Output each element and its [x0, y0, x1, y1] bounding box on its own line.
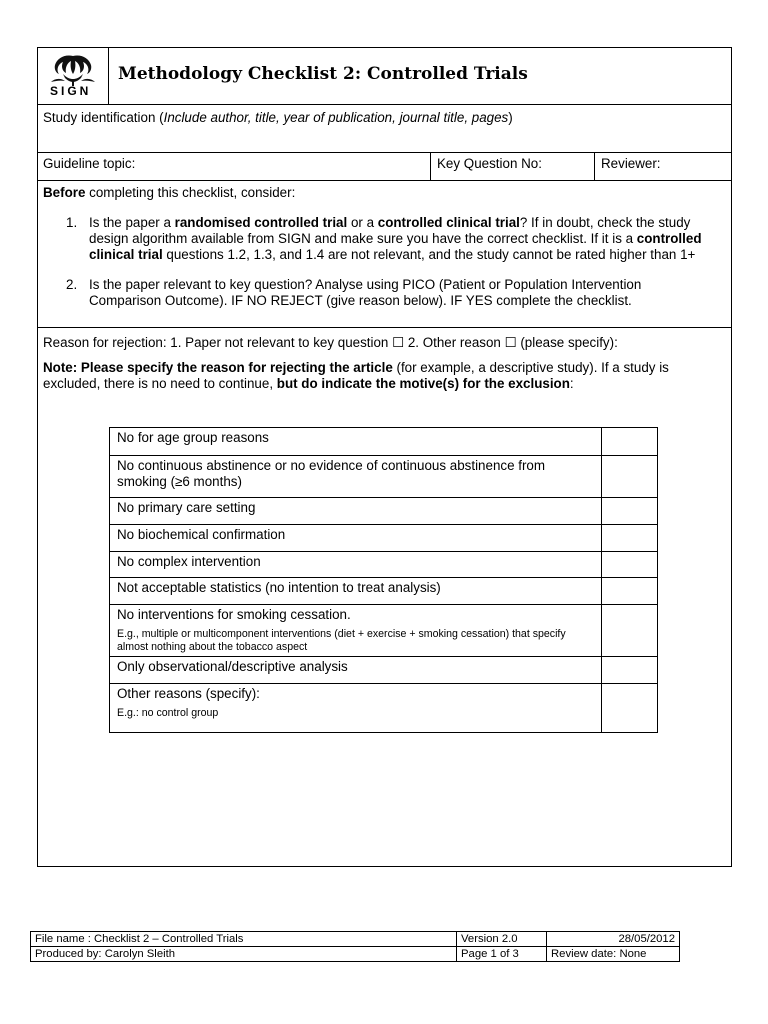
- reason-checkbox[interactable]: [602, 525, 658, 552]
- table-row: [110, 605, 658, 657]
- topic-divider-1: [430, 152, 431, 180]
- row-divider: [37, 327, 732, 328]
- reason-label: [110, 684, 602, 733]
- study-identification-label: Study identification (: [43, 110, 164, 125]
- footer-date: 28/05/2012: [547, 932, 680, 947]
- list-number: 1.: [66, 215, 78, 230]
- reason-label-line1: No continuous abstinence or no evidence of continuous abstinence from: [117, 458, 546, 473]
- table-row: [110, 428, 658, 456]
- header-logo-divider: [108, 47, 109, 105]
- list-text: questions 1.2, 1.3, and 1.4 are not relevant, and the study cannot be rated higher than 1+: [162, 247, 696, 262]
- reason-label: [110, 605, 602, 657]
- footer-produced-by: Produced by: Carolyn Sleith: [31, 947, 457, 962]
- rejection-line: Reason for rejection: 1. Paper not relevant to key question ☐ 2. Other reason ☐ (please specify):: [43, 335, 618, 350]
- page-title: Methodology Checklist 2: Controlled Trials: [118, 64, 528, 84]
- reason-example: E.g., multiple or multicomponent interventions (diet + exercise + smoking cessation) that specify almost nothing about the tobacco aspect: [117, 628, 566, 653]
- list-item: [37, 215, 717, 263]
- before-list: [37, 215, 717, 309]
- reason-checkbox[interactable]: [602, 657, 658, 684]
- reason-label: No for age group reasons: [110, 428, 602, 456]
- reason-checkbox[interactable]: [602, 605, 658, 657]
- list-item: [37, 277, 717, 309]
- footer: [30, 931, 680, 962]
- note-bold: Note: Please specify the reason for rejecting the article: [43, 360, 393, 375]
- sign-logo: [45, 52, 101, 100]
- logo-text: SIGN: [50, 84, 92, 98]
- table-row: [110, 684, 658, 733]
- list-number: 2.: [66, 277, 78, 292]
- row-divider: [37, 180, 732, 181]
- note-text: (for example, a descriptive study). If a study is excluded, there is no need to continue,: [43, 360, 669, 391]
- list-text: Is the paper relevant to key question? Analyse using PICO (Patient or Population Intervention Comparison Outcome). IF NO REJECT (give reason below). IF YES complete the checklist.: [89, 277, 642, 308]
- rejection-note: [43, 360, 718, 392]
- thistle-icon: [45, 52, 101, 86]
- reason-example: E.g.: no control group: [117, 707, 219, 719]
- study-identification: [43, 110, 723, 126]
- list-bold: controlled clinical trial: [377, 215, 520, 230]
- study-identification-hint: Include author, title, year of publication, journal title, pages: [163, 110, 509, 125]
- reason-checkbox[interactable]: [602, 456, 658, 498]
- key-question-label: Key Question No:: [437, 156, 542, 171]
- header-divider: [37, 104, 732, 105]
- before-intro: [43, 185, 295, 201]
- reason-checkbox[interactable]: [602, 552, 658, 578]
- reason-label-line2: smoking (≥6 months): [117, 474, 242, 489]
- footer-table: [30, 931, 680, 962]
- reason-label-text: Other reasons (specify):: [117, 686, 260, 701]
- reasons-table: [109, 427, 658, 733]
- reason-label: No biochemical confirmation: [110, 525, 602, 552]
- reviewer-label: Reviewer:: [601, 156, 661, 171]
- reason-label: Not acceptable statistics (no intention to treat analysis): [110, 578, 602, 605]
- list-bold: controlled clinical trial: [89, 231, 702, 262]
- before-bold: Before: [43, 185, 86, 200]
- table-row: [110, 498, 658, 525]
- reason-checkbox[interactable]: [602, 428, 658, 456]
- list-text: or a: [347, 215, 378, 230]
- before-rest: completing this checklist, consider:: [85, 185, 296, 200]
- footer-row: [31, 947, 680, 962]
- note-end: :: [569, 376, 574, 391]
- reason-label-text: No interventions for smoking cessation.: [117, 607, 351, 622]
- reason-checkbox[interactable]: [602, 684, 658, 733]
- footer-review-date: Review date: None: [547, 947, 680, 962]
- reason-label: No complex intervention: [110, 552, 602, 578]
- reasons-table-wrap: [109, 427, 658, 733]
- reason-label: [110, 456, 602, 498]
- guideline-topic-label: Guideline topic:: [43, 156, 136, 171]
- footer-page: Page 1 of 3: [457, 947, 547, 962]
- footer-row: [31, 932, 680, 947]
- list-text: Is the paper a: [89, 215, 175, 230]
- reason-checkbox[interactable]: [602, 578, 658, 605]
- row-divider: [37, 152, 732, 153]
- reason-label: Only observational/descriptive analysis: [110, 657, 602, 684]
- table-row: [110, 657, 658, 684]
- study-identification-close: ): [508, 110, 513, 125]
- table-row: [110, 578, 658, 605]
- reason-label: No primary care setting: [110, 498, 602, 525]
- footer-version: Version 2.0: [457, 932, 547, 947]
- table-row: [110, 456, 658, 498]
- list-bold: randomised controlled trial: [174, 215, 348, 230]
- footer-file-name: File name : Checklist 2 – Controlled Trials: [31, 932, 457, 947]
- list-text: ? If in doubt, check the study design algorithm available from SIGN and make sure you have the correct checklist. If it is a: [89, 215, 691, 246]
- topic-divider-2: [594, 152, 595, 180]
- reason-checkbox[interactable]: [602, 498, 658, 525]
- table-row: [110, 525, 658, 552]
- note-bold-2: but do indicate the motive(s) for the exclusion: [276, 376, 570, 391]
- table-row: [110, 552, 658, 578]
